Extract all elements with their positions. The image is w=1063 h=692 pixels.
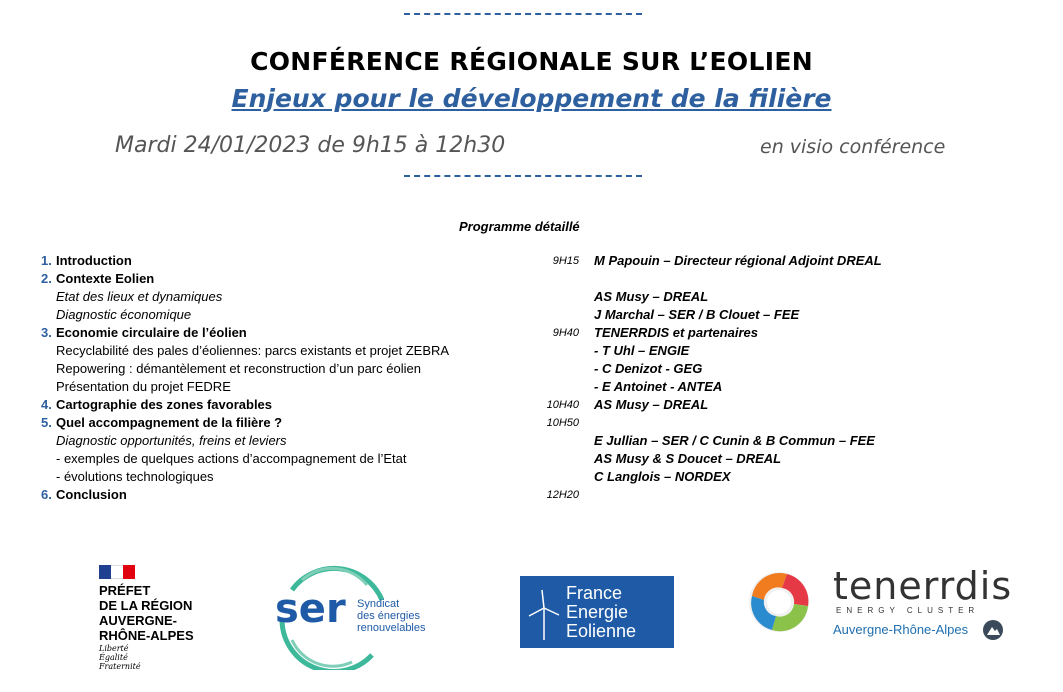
tenerrdis-logo-word: tenerrdis [833,564,1013,608]
program-label: Quel accompagnement de la filière ? [56,415,283,430]
program-row [0,469,1063,487]
fee-line: Energie [566,602,629,622]
program-row [0,379,1063,397]
program-row [0,343,1063,361]
program-num: 6. [41,487,52,502]
program-speaker: AS Musy – DREAL [594,397,709,412]
page-title: CONFÉRENCE RÉGIONALE SUR L’EOLIEN [250,47,813,76]
devise-line: Égalité [99,653,128,662]
top-divider [404,13,642,15]
program-time: 9H15 [552,255,579,267]
ser-logo-subtitle [357,598,426,634]
ser-sub-line: des énergies [357,610,420,622]
ser-sub-line: Syndicat [357,598,400,610]
program-row [0,307,1063,325]
event-mode: en visio conférence [760,136,946,158]
program-speaker: AS Musy – DREAL [594,289,709,304]
wind-turbine-icon [526,588,562,642]
program-speaker: M Papouin – Directeur régional Adjoint DREAL [594,253,882,268]
program-num: 3. [41,325,52,340]
program-row [0,289,1063,307]
prefet-devise [99,644,141,671]
tenerrdis-region-label: Auvergne-Rhône-Alpes [833,622,969,637]
program-row [0,253,1063,271]
prefet-line: RHÔNE-ALPES [99,628,194,643]
mountain-icon [983,620,1003,640]
fee-line: France [566,583,623,603]
ser-logo-word: ser [275,586,346,632]
program-label: Contexte Eolien [56,271,155,286]
program-title: Programme détaillé [459,219,580,234]
prefet-line: AUVERGNE- [99,613,178,628]
prefet-logo [99,583,194,643]
bottom-divider [404,175,642,177]
program-time: 12H20 [546,489,579,501]
french-flag-icon [99,565,135,579]
program-label: Conclusion [56,487,127,502]
program-time: 9H40 [552,327,579,339]
fee-logo-text [566,584,636,641]
tenerrdis-swirl-icon [742,566,816,638]
program-label: Introduction [56,253,132,268]
program-label: Présentation du projet FEDRE [56,379,231,394]
program-row [0,451,1063,469]
program-speaker: C Langlois – NORDEX [594,469,731,484]
program-label: Diagnostic économique [56,307,192,322]
program-speaker: - C Denizot - GEG [594,361,703,376]
program-label: - évolutions technologiques [56,469,214,484]
program-speaker: J Marchal – SER / B Clouet – FEE [594,307,800,322]
program-label: Etat des lieux et dynamiques [56,289,223,304]
devise-line: Fraternité [99,662,141,671]
program-label: Diagnostic opportunités, freins et leviers [56,433,287,448]
program-time: 10H50 [546,417,579,429]
ser-sub-line: renouvelables [357,622,426,634]
program-speaker: TENERRDIS et partenaires [594,325,758,340]
page-subtitle: Enjeux pour le développement de la filière [231,84,832,113]
event-date: Mardi 24/01/2023 de 9h15 à 12h30 [115,133,506,158]
program-row [0,325,1063,343]
fee-line: Eolienne [566,621,637,641]
program-label: - exemples de quelques actions d’accompagnement de l’Etat [56,451,407,466]
program-num: 1. [41,253,52,268]
program-speaker: - E Antoinet - ANTEA [594,379,723,394]
program-label: Cartographie des zones favorables [56,397,273,412]
program-num: 5. [41,415,52,430]
program-label: Economie circulaire de l’éolien [56,325,247,340]
program-row [0,361,1063,379]
program-label: Recyclabilité des pales d’éoliennes: parcs existants et projet ZEBRA [56,343,450,358]
program-num: 2. [41,271,52,286]
program-num: 4. [41,397,52,412]
prefet-line: PRÉFET [99,583,151,598]
program-row [0,433,1063,451]
prefet-line: DE LA RÉGION [99,598,193,613]
tenerrdis-cluster-label: ENERGY CLUSTER [836,606,980,615]
program-speaker: AS Musy & S Doucet – DREAL [594,451,782,466]
program-time: 10H40 [546,399,579,411]
program-row [0,415,1063,433]
program-speaker: E Jullian – SER / C Cunin & B Commun – FEE [594,433,875,448]
devise-line: Liberté [99,644,129,653]
program-row [0,487,1063,505]
program-row [0,397,1063,415]
program-speaker: - T Uhl – ENGIE [594,343,690,358]
program-row [0,271,1063,289]
program-label: Repowering : démantèlement et reconstruction d’un parc éolien [56,361,421,376]
